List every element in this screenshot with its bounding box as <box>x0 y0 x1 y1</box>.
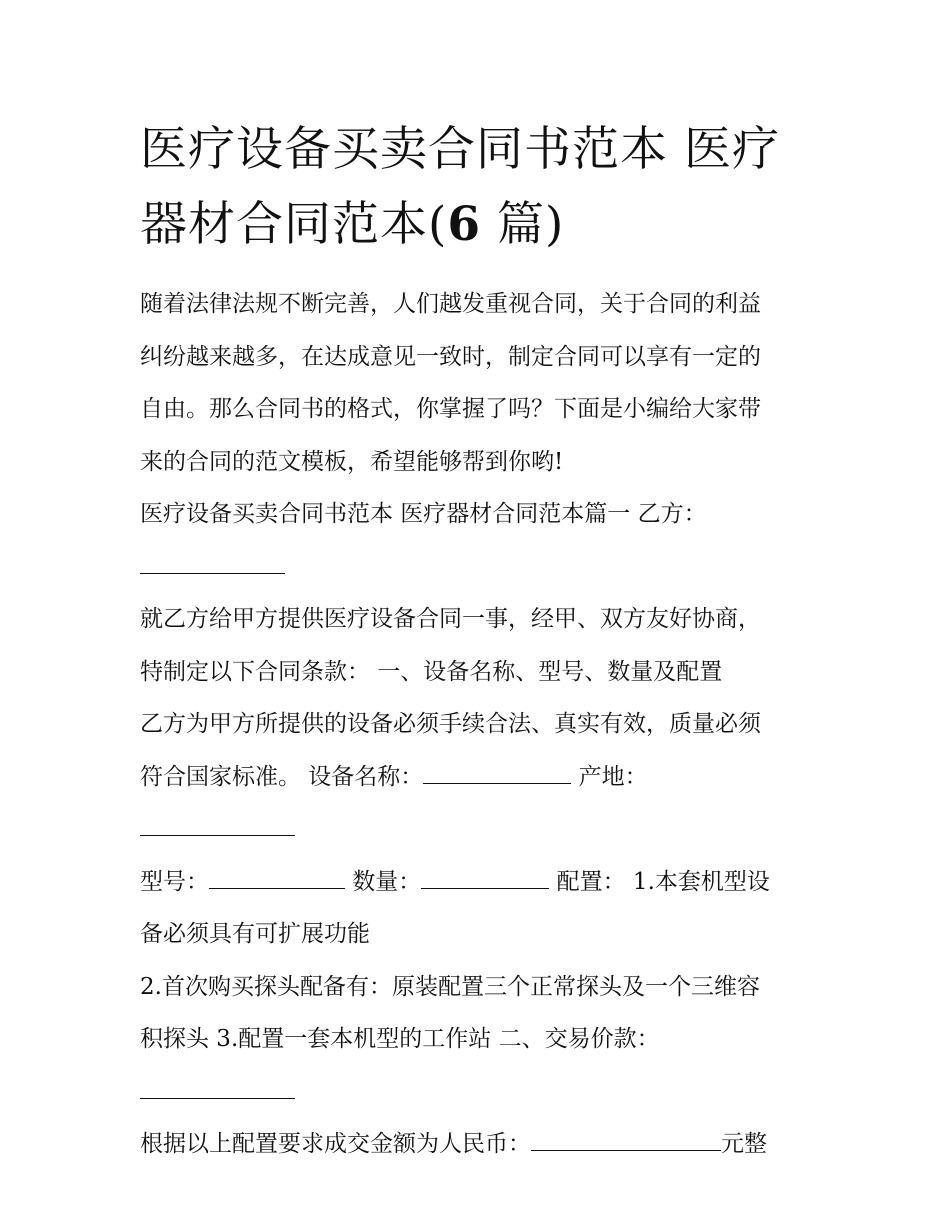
intro-line: 纠纷越来越多，在达成意见一致时，制定合同可以享有一定的 <box>140 343 761 370</box>
intro-line: 自由。那么合同书的格式，你掌握了吗？下面是小编给大家带 <box>140 396 761 422</box>
quantity-blank <box>421 858 549 889</box>
amount-line: 根据以上配置要求成交金额为人民币： 元整 <box>140 1118 820 1171</box>
price-blank-line <box>140 1066 820 1119</box>
config-line: 备必须具有可扩展功能 <box>140 921 370 947</box>
para-line: 乙方为甲方所提供的设备必须手续合法、真实有效，质量必须 <box>140 711 761 737</box>
equipment-line: 符合国家标准。 设备名称： 产地： <box>140 751 820 804</box>
document-page <box>140 112 820 1171</box>
para-line: 就乙方给甲方提供医疗设备合同一事，经甲、双方友好协商， <box>140 606 761 632</box>
document-title <box>140 112 820 262</box>
party-b-blank-line <box>140 541 820 594</box>
config-line: 积探头 3.配置一套本机型的工作站 二、交易价款： <box>140 1026 660 1052</box>
model-line: 型号： 数量： 配置： 1.本套机型设 <box>140 856 820 909</box>
para-line: 特制定以下合同条款： 一、设备名称、型号、数量及配置 <box>140 658 723 685</box>
price-blank <box>140 1068 295 1099</box>
title-line-2: 器材合同范本(6 篇) <box>140 197 565 252</box>
config-line: 2.首次购买探头配备有：原装配置三个正常探头及一个三维容 <box>140 973 760 1000</box>
section-heading: 医疗设备买卖合同书范本 医疗器材合同范本篇一 乙方： <box>140 501 707 527</box>
intro-line: 随着法律法规不断完善，人们越发重视合同，关于合同的利益 <box>140 291 761 317</box>
amount-blank <box>531 1120 721 1151</box>
origin-blank-line <box>140 803 820 856</box>
title-line-1: 医疗设备买卖合同书范本 医疗 <box>140 122 780 177</box>
intro-line: 来的合同的范文模板，希望能够帮到你哟! <box>140 448 564 475</box>
origin-blank <box>140 805 295 836</box>
equipment-name-blank <box>423 753 571 784</box>
model-blank <box>209 858 345 889</box>
document-body <box>140 278 820 1171</box>
party-b-blank <box>140 543 285 574</box>
